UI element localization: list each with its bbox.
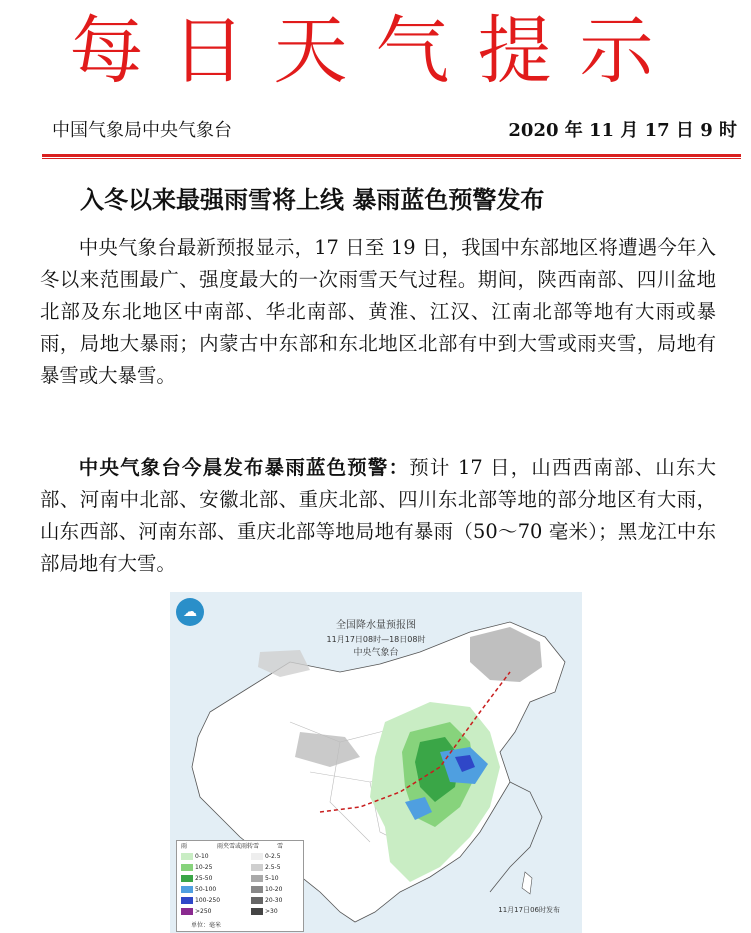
taiwan-island [522, 872, 532, 894]
legend-rain-label: 雨 [181, 843, 188, 850]
rain-swatch [181, 853, 193, 860]
rain-swatch [181, 897, 193, 904]
rain-legend-item [181, 853, 209, 860]
rain-swatch [181, 908, 193, 915]
article-paragraph-1: 中央气象台最新预报显示，17 日至 19 日，我国中东部地区将遭遇今年入冬以来范围最广、强度最大的一次雨雪天气过程。期间，陕西南部、四川盆地北部及东北地区中南部、华北南部、黄淮、江汉、江南北部等地有大雨或暴雨，局地大暴雨；内蒙古中东部和东北地区北部有中到大雪或雨夹雪，局地有暴雪或大暴雪。 [40, 236, 716, 387]
legend-unit: 单位：毫米 [191, 922, 222, 929]
cma-logo-icon: ☁ [176, 598, 204, 626]
article-paragraph-2 [40, 452, 716, 580]
snow-legend-item [251, 864, 281, 871]
rain-level-label: 10-25 [195, 864, 213, 871]
legend-mixed-label: 雨夹雪或雨转雪 [217, 843, 260, 850]
rain-level-label: 25-50 [195, 875, 213, 882]
map-agency: 中央气象台 [353, 648, 399, 658]
precipitation-forecast-map [170, 592, 582, 933]
snow-swatch [251, 908, 263, 915]
rain-swatch [181, 864, 193, 871]
snow-level-label: 2.5-5 [265, 864, 281, 871]
rain-legend-item [181, 886, 216, 893]
warning-lead: 中央气象台今晨发布暴雨蓝色预警： [78, 456, 410, 479]
snow-level-label: 5-10 [265, 875, 279, 882]
snow-level-label: 0-2.5 [265, 853, 281, 860]
map-forecast-period: 11月17日08时—18日08时 [326, 635, 426, 644]
snow-legend-item [251, 908, 278, 915]
rain-legend-item [181, 864, 212, 871]
rain-level-label: 50-100 [195, 886, 217, 893]
rain-legend-item [181, 908, 211, 915]
article-headline: 入冬以来最强雨雪将上线 暴雨蓝色预警发布 [80, 185, 545, 214]
snow-swatch [251, 875, 263, 882]
snow-legend-item [251, 853, 281, 860]
map-legend [176, 840, 304, 932]
snow-swatch [251, 886, 263, 893]
snow-level-label: 10-20 [265, 886, 283, 893]
legend-snow-label: 雪 [277, 843, 284, 850]
rain-swatch [181, 875, 193, 882]
rain-swatch [181, 886, 193, 893]
snow-legend-item [251, 897, 282, 904]
snow-swatch [251, 853, 263, 860]
rain-level-label: 0-10 [195, 853, 209, 860]
newsletter-title: 每日天气提示 [69, 8, 682, 94]
map-issue-time: 11月17日06时发布 [498, 906, 560, 914]
snow-swatch [251, 897, 263, 904]
rain-level-label: 100-250 [195, 897, 221, 904]
snow-level-label: 20-30 [265, 897, 283, 904]
warning-body: 预计 17 日，山西西南部、山东大部、河南中北部、安徽北部、重庆北部、四川东北部等地的部分地区有大雨，山东西部、河南东部、重庆北部等地局地有暴雨（50～70 毫米）；黑龙江中东部局地有大雪。 [40, 456, 716, 575]
header-divider-thin [42, 158, 741, 159]
issue-datetime: 2020 年 11 月 17 日 9 时 [508, 120, 737, 141]
snow-legend-item [251, 875, 279, 882]
rain-legend-item [181, 875, 212, 882]
snow-level-label: >30 [265, 908, 278, 915]
header-divider [42, 154, 741, 157]
map-title: 全国降水量预报图 [336, 620, 416, 631]
rain-legend-item [181, 897, 220, 904]
issuing-agency: 中国气象局中央气象台 [52, 120, 232, 141]
snow-swatch [251, 864, 263, 871]
snow-legend-item [251, 886, 282, 893]
rain-level-label: >250 [195, 908, 212, 915]
